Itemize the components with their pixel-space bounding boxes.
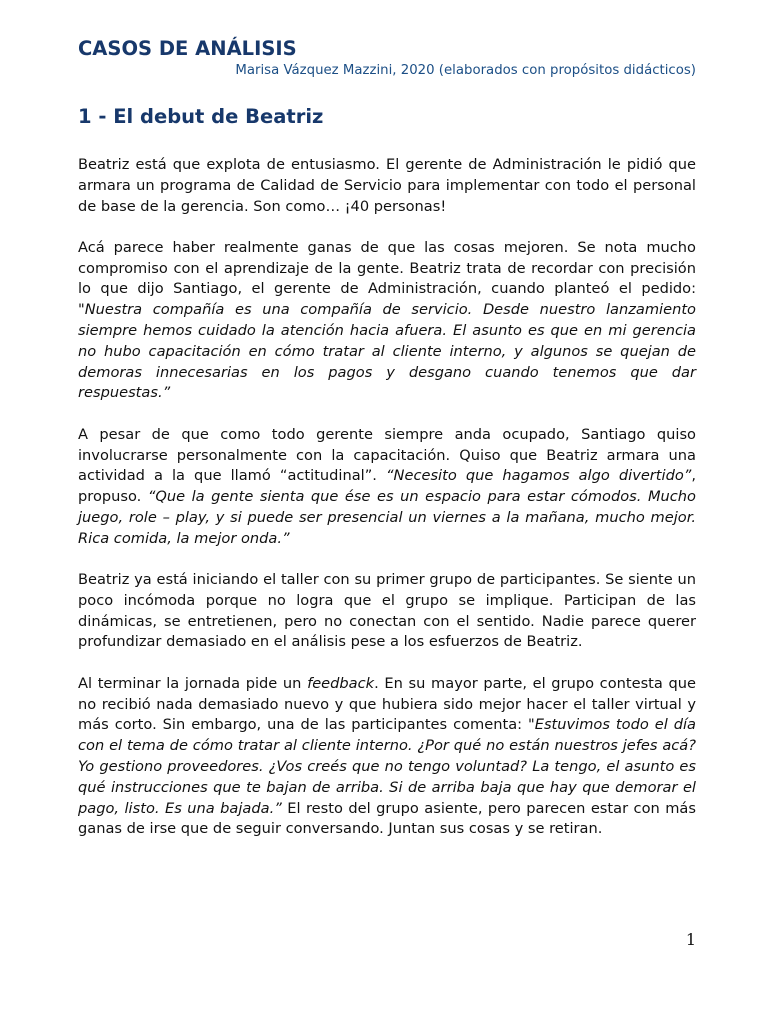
paragraph-4: Beatriz ya está iniciando el taller con su primer grupo de participantes. Se siente un poco incómoda porque no logra que el grupo se implique. Participan de las dinámicas, se entretienen, pero no conectan con el sentido. Nadie parece querer profundizar demasiado en el análisis pese a los esfuerzos de Beatriz. xyxy=(78,571,696,651)
paragraph-5 xyxy=(78,674,696,840)
paragraph-2 xyxy=(78,238,696,404)
paragraph-3 xyxy=(78,425,696,550)
paragraph-3-quote-1: “Necesito que hagamos algo divertido” xyxy=(386,467,692,485)
paragraph-5-feedback-word: feedback xyxy=(307,674,375,692)
paragraph-3-quote-2: “Que la gente sienta que ése es un espacio para estar cómodos. Mucho juego, role – play, y si puede ser presencial un viernes a la mañana, mucho mejor. Rica comida, la mejor onda.” xyxy=(78,488,696,547)
document-page xyxy=(78,36,696,861)
paragraph-2-quote: "Nuestra compañía es una compañía de servicio. Desde nuestro lanzamiento siempre hemos cuidado la atención hacia afuera. El asunto es que en mi gerencia no hubo capacitación en cómo tratar al cliente interno, y algunos se quejan de demoras innecesarias en los pagos y desgano cuando tenemos que dar respuestas.” xyxy=(78,301,696,402)
paragraph-5-text-b: . En su mayor parte, el grupo contesta que no recibió nada demasiado nuevo y que hubiera sido mejor hacer el taller virtual y más corto. Sin embargo, una de las participantes comenta: " xyxy=(78,674,696,734)
paragraph-1: Beatriz está que explota de entusiasmo. El gerente de Administración le pidió que armara un programa de Calidad de Servicio para implementar con todo el personal de base de la gerencia. Son como… ¡40 personas! xyxy=(78,156,696,215)
document-author-line: Marisa Vázquez Mazzini, 2020 (elaborados con propósitos didácticos) xyxy=(235,63,696,78)
paragraph-5-quote: Estuvimos todo el día con el tema de cómo tratar al cliente interno. ¿Por qué no están nuestros jefes acá? Yo gestiono proveedores. ¿Vos creés que no tengo voluntad? La tengo, el asunto es qué instrucciones que te bajan de arriba. Si de arriba baja que hay que demorar el pago, listo. Es una bajada.” xyxy=(78,716,696,817)
case-title: 1 - El debut de Beatriz xyxy=(78,105,324,128)
paragraph-2-text: Acá parece haber realmente ganas de que las cosas mejoren. Se nota mucho compromiso con el aprendizaje de la gente. Beatriz trata de recordar con precisión lo que dijo Santiago, el gerente de Administración, cuando planteó el pedido: xyxy=(78,238,696,298)
case-body xyxy=(78,155,696,840)
paragraph-3-text-a: A pesar de que como todo gerente siempre anda ocupado, Santiago quiso involucrarse personalmente con la capacitación. Quiso que Beatriz armara una actividad a la que llamó “actitudinal”. xyxy=(78,425,696,485)
paragraph-3-text-b: , propuso. xyxy=(78,467,696,506)
paragraph-5-text-a: Al terminar la jornada pide un xyxy=(78,674,308,692)
document-title: CASOS DE ANÁLISIS xyxy=(78,37,297,60)
page-number: 1 xyxy=(685,930,696,949)
paragraph-5-text-c: El resto del grupo asiente, pero parecen estar con más ganas de irse que de seguir conversando. Juntan sus cosas y se retiran. xyxy=(78,799,696,838)
